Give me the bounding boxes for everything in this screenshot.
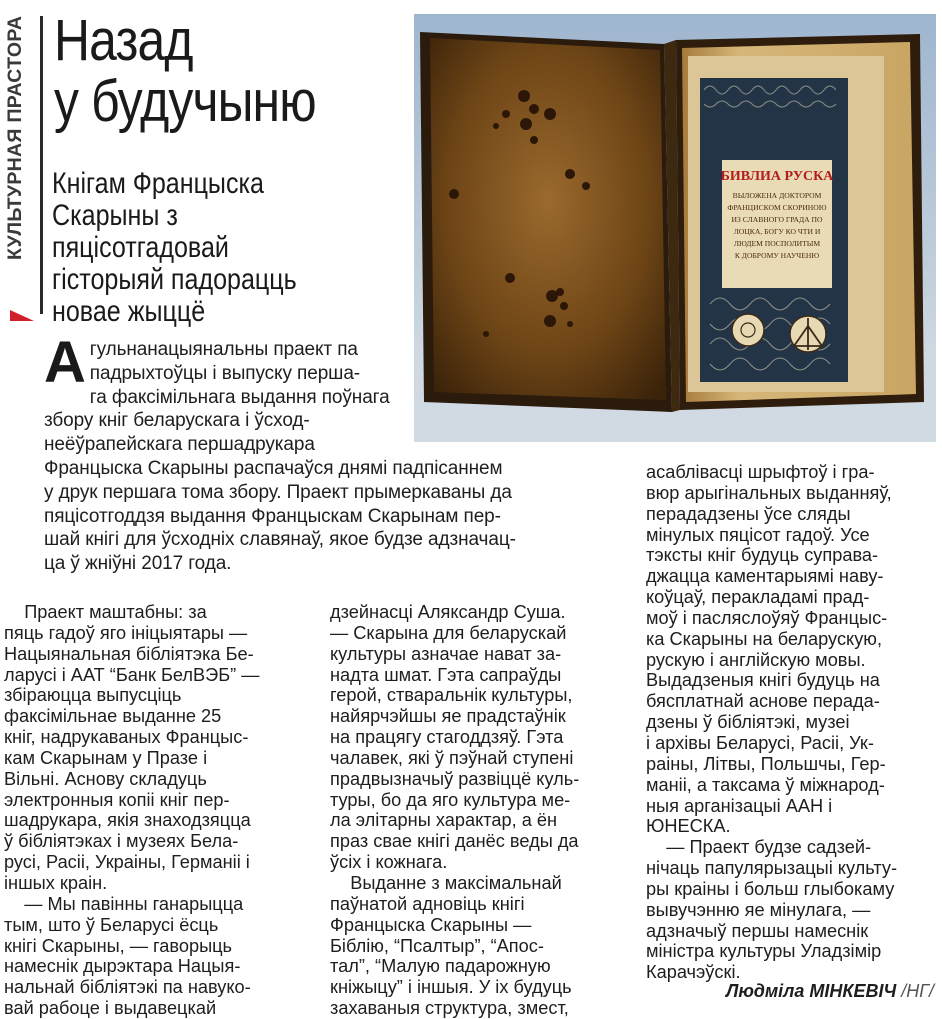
lead-line: неёўрапейскага першадрукара [44, 434, 315, 456]
column-line: кнігі Скарыны, — гаворыць [4, 935, 233, 956]
column-line: найярчэйшы яе прадстаўнік [330, 706, 566, 727]
photo-body-lettering: ИЗ СЛАВНОГО ГРАДА ПО [731, 215, 823, 224]
column-line: ў бібліятэках і музеях Бела- [4, 831, 239, 852]
column-line: адзначыў першы намеснік [646, 920, 869, 941]
column-line: асаблівасці шрыфтоў і гра- [646, 462, 875, 482]
column-line: Карачэўскі. [646, 962, 741, 983]
column-line: дзейнасці Аляксандр Суша. [330, 602, 566, 622]
column-line: Выданне з максімальнай [330, 872, 562, 893]
section-flag-icon [10, 310, 34, 321]
column-line: тэксты кніг будуць суправа- [646, 545, 879, 566]
column-line: — Скарына для беларускай [330, 622, 567, 643]
column-line: шадрукара, якія знаходзяцца [4, 810, 251, 831]
photo-body-lettering: ЛЮДЕМ ПОСПОЛИТЫМ [733, 239, 821, 248]
column-line: — Мы павінны ганарыцца [4, 893, 244, 914]
headline-line: у будучыню [54, 69, 316, 135]
photo-body-lettering: ВЫЛОЖЕНА ДОКТОРОМ [732, 191, 822, 200]
column-line: іншых краін. [4, 872, 108, 893]
column-line: джацца каментарыямі наву- [646, 566, 884, 587]
column-line: на працягу стагоддзяў. Гэта [330, 727, 564, 748]
column-line: нальнай бібліятэкі па навуко- [4, 977, 251, 998]
lead-line: пяцісотгоддзя выдання Францыскам Скарынам пер- [44, 505, 501, 527]
text-column-3 [646, 462, 938, 983]
column-line: чалавек, які ў пэўнай ступені [330, 747, 574, 768]
column-line: Вільні. Аснову складуць [4, 768, 207, 789]
column-line: захаваныя структура, змест, [330, 998, 569, 1019]
column-line: ЮНЕСКА. [646, 816, 731, 837]
column-line: электронныя копіі кніг пер- [4, 789, 230, 810]
lead-line: Францыска Скарыны распачаўся днямі падпісаннем [44, 457, 503, 479]
column-line: культуры азначае нават за- [330, 643, 562, 664]
column-line: герой, стваральнік культуры, [330, 685, 573, 706]
lead-line: ца ў жніўні 2017 года. [44, 553, 232, 575]
photo-body-lettering: К ДОБРОМУ НАУЧЕНЮ [734, 251, 820, 260]
photo-body-lettering: ФРАНЦИСКОМ СКОРИНОЮ [727, 203, 827, 212]
column-line: нічаць папулярызацыі культу- [646, 858, 898, 879]
column-line: ла элітарны характар, а ён [330, 810, 558, 831]
column-line: Нацыянальная бібліятэка Бе- [4, 643, 254, 664]
column-line: туры, бо да яго культура ме- [330, 789, 571, 810]
author-name: Людміла МІНКЕВІЧ [726, 981, 897, 1001]
byline [726, 980, 934, 1002]
column-line: маніі, а таксама ў міжнарод- [646, 774, 885, 795]
column-line: ўсіх і кожнага. [330, 852, 448, 873]
column-line: міністра культуры Уладзімір [646, 941, 882, 962]
column-line: кніг, надрукаваных Францыс- [4, 727, 249, 748]
column-line: вай рабоце і выдавецкай [4, 998, 217, 1019]
column-line: ныя арганізацыі ААН і [646, 795, 833, 816]
headline [54, 10, 355, 133]
column-line: факсімільнае выданне 25 [4, 706, 222, 727]
lead-line: падрыхтоўцы і выпуску перша- [89, 362, 361, 384]
column-line: ры краіны і больш глыбокаму [646, 878, 895, 899]
subtitle [52, 168, 358, 328]
column-line: ларусі і ААТ “Банк БелВЭБ” — [4, 664, 260, 685]
subtitle-line: Кнігам Францыска [52, 167, 264, 200]
column-line: паўнатой адновіць кнігі [330, 893, 525, 914]
subtitle-line: Скарыны з [52, 199, 178, 232]
lead-line: га факсімільнага выдання поўнага [89, 386, 390, 408]
column-line: мінулых пяцісот гадоў. Усе [646, 524, 870, 545]
column-line: кам Скарынам у Празе і [4, 747, 208, 768]
subtitle-line: гісторыяй падорацць [52, 263, 297, 296]
column-line: намеснік дырэктара Нацыя- [4, 956, 241, 977]
subtitle-line: пяцісотгадовай [52, 231, 229, 264]
column-line: моў і пасляслоўяў Францыс- [646, 607, 888, 628]
headline-line: Назад [54, 8, 193, 73]
column-line: Францыска Скарыны — [330, 914, 532, 935]
column-line: ка Скарыны на беларускую, [646, 628, 882, 649]
source-tag: /НГ/ [896, 981, 934, 1001]
photo-body-lettering: ЛОЦКА, БОГУ КО ЧТИ И [733, 227, 821, 236]
column-line: вывучэнню яе мінулага, — [646, 899, 871, 920]
headline-rule [40, 16, 43, 314]
column-line: праз свае кнігі данёс веды да [330, 831, 579, 852]
column-line: коўцаў, перакладамі прад- [646, 587, 870, 608]
column-line: Праект маштабны: за [4, 602, 207, 622]
column-line: дзены ў бібліятэкі, музеі [646, 712, 850, 733]
column-line: вюр арыгінальных выданняў, [646, 482, 892, 503]
column-line: рускую і англійскую мовы. [646, 649, 866, 670]
column-line: Выдадзеныя кнігі будуць на [646, 670, 880, 691]
drop-cap: А [44, 330, 86, 395]
column-line: пяць гадоў яго ініцыятары — [4, 622, 248, 643]
text-column-1 [4, 602, 304, 1019]
column-line: прадвызначыў развіццё куль- [330, 768, 580, 789]
column-line: і архівы Беларусі, Расіі, Ук- [646, 732, 874, 753]
text-column-2 [330, 602, 620, 1019]
lead-paragraph [44, 330, 604, 576]
column-line: тал”, “Малую падарожную [330, 956, 551, 977]
column-line: русі, Расіі, Украіны, Германіі і [4, 852, 250, 873]
lead-line: шай кнігі для ўсходніх славянаў, якое будзе адзначац- [44, 529, 516, 551]
subtitle-line: новае жыццё [52, 295, 206, 328]
column-line: надта шмат. Гэта сапраўды [330, 664, 562, 685]
column-line: Біблію, “Псалтыр”, “Апос- [330, 935, 544, 956]
column-line: бясплатнай аснове перада- [646, 691, 880, 712]
column-line: раіны, Літвы, Польшчы, Гер- [646, 753, 886, 774]
lead-line: у друк першага тома збору. Праект прымеркаваны да [44, 481, 512, 503]
column-line: збіраюцца выпусціць [4, 685, 182, 706]
photo-title-lettering: БИВЛИА РУСКА [720, 169, 834, 184]
column-line: — Праект будзе садзей- [646, 837, 872, 858]
lead-line: гульнанацыянальны праект па [89, 339, 358, 360]
section-strip [0, 8, 36, 316]
column-line: тым, што ў Беларусі ёсць [4, 914, 219, 935]
section-label: КУЛЬТУРНАЯ ПРАСТОРА [4, 16, 26, 261]
column-line: кніжыцу” і іншыя. У іх будуць [330, 977, 572, 998]
lead-line: збору кніг беларускага і ўсход- [44, 410, 310, 432]
column-line: перададзены ўсе сляды [646, 503, 851, 524]
